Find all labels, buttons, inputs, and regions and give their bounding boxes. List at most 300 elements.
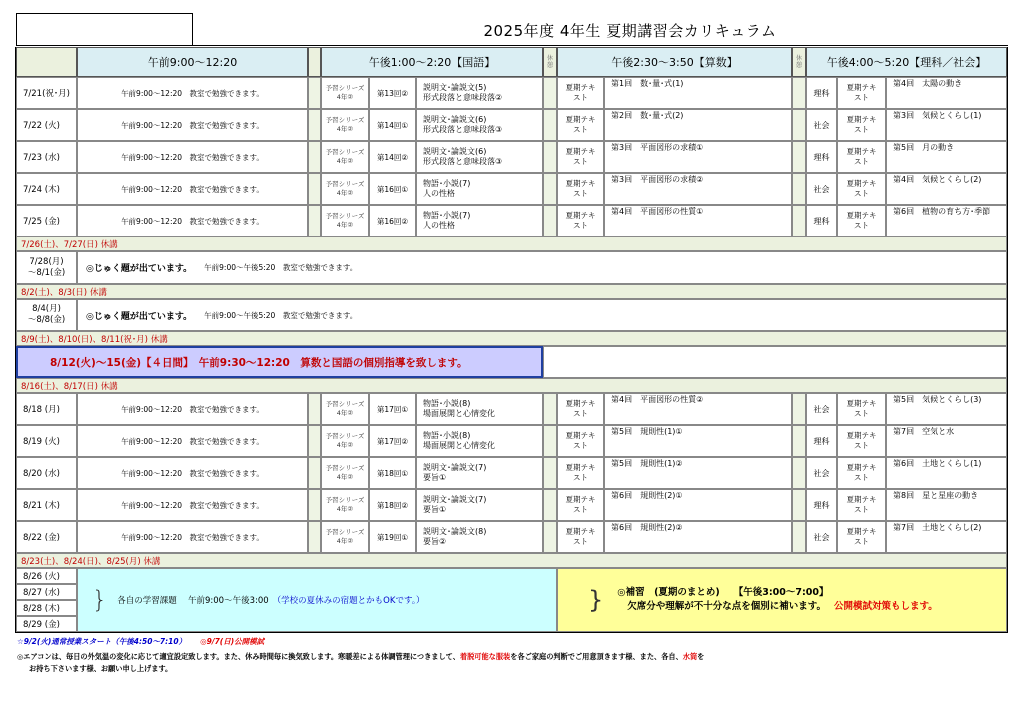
topic-text: 土地とくらし(2) [922,523,982,532]
lesson-number: 第4回 [893,175,915,184]
break-cell [792,173,806,205]
jp-topic [416,109,543,141]
math-text [557,77,604,109]
text-label: 夏期テキスト [846,83,877,102]
period-date: 7/28(月) ～8/1(金) [16,251,77,284]
topic-text: 平面図形の性質② [640,395,704,404]
topic-line: 説明文･論説文(5) [423,83,487,92]
math-topic [604,489,792,521]
am-text: 午前9:00～12:20 教室で勉強できます。 [121,120,264,130]
series-cell [321,457,369,489]
subject-text: 理科 [813,88,830,98]
am-text: 午前9:00～12:20 教室で勉強できます。 [121,436,264,446]
text-label: 夏期テキスト [565,399,596,418]
text-label: 夏期テキスト [846,115,877,134]
topic-line: 人の性格 [423,221,455,230]
lesson-number: 第7回 [893,427,915,436]
series-grade: 4年② [336,473,354,481]
am-text: 午前9:00～12:20 教室で勉強できます。 [121,500,264,510]
topic-line: 要旨② [423,537,447,546]
break-cell [543,521,557,553]
special-session-banner: 8/12(火)～15(金)【４日間】 午前9:30～12:20 算数と国語の個別指導を致します。 [16,346,543,378]
date-text: 8/21 (木) [23,501,60,511]
topic-text: 太陽の動き [922,79,963,88]
break-cell [543,393,557,425]
topic-text: 規則性(1)① [640,427,683,436]
subject-text: 社会 [813,184,830,194]
jp-topic [416,425,543,457]
date-text: 7/21(祝･月) [23,89,70,99]
break-cell [792,109,806,141]
topic-line: 説明文･論説文(8) [423,527,487,536]
sci-text [837,489,886,521]
break-cell [543,205,557,237]
series-label: 予習シリーズ [325,84,365,92]
break-cell [543,173,557,205]
topic-text: 月の動き [922,143,955,152]
math-text [557,173,604,205]
am-text: 午前9:00～12:20 教室で勉強できます。 [121,88,264,98]
lesson-number: 第5回 [611,427,633,436]
math-text [557,205,604,237]
gap-cell [308,425,321,457]
gap-cell [308,173,321,205]
topic-line: 形式段落と意味段落② [423,93,503,102]
text-label: 夏期テキスト [565,527,596,546]
break-cell [792,205,806,237]
page-title: 2025年度 4年生 夏期講習会カリキュラム [483,22,777,40]
header-pm1: 午後1:00～2:20【国語】 [321,47,543,77]
jp-lesson [369,109,416,141]
series-grade: 4年② [336,125,354,133]
subject-text: 理科 [813,216,830,226]
topic-line: 説明文･論説文(6) [423,147,487,156]
am-slot [77,521,308,553]
am-text: 午前9:00～12:20 教室で勉強できます。 [121,532,264,542]
series-label: 予習シリーズ [325,528,365,536]
math-topic [604,141,792,173]
am-text: 午前9:00～12:20 教室で勉強できます。 [121,404,264,414]
topic-line: 人の性格 [423,189,455,198]
text-label: 夏期テキスト [846,495,877,514]
jp-lesson [369,173,416,205]
jp-lesson [369,141,416,173]
gap-cell [308,77,321,109]
series-cell [321,173,369,205]
subject-text: 理科 [813,500,830,510]
math-topic [604,173,792,205]
math-text [557,489,604,521]
row-date [16,173,77,205]
date-text: 8/20 (水) [23,469,60,479]
topic-text: 規則性(1)② [640,459,683,468]
lesson-number: 第6回 [893,207,915,216]
text-label: 夏期テキスト [565,463,596,482]
subject-text: 社会 [813,532,830,542]
self-study-block: } 各自の学習課題 午前9:00～午後3:00 （学校の夏休みの宿題とかもOKです。） [77,568,557,632]
subject-text: 社会 [813,120,830,130]
jp-topic [416,205,543,237]
break-band: 8/16(土)、8/17(日) 休講 [16,378,1007,393]
sci-topic [886,205,1007,237]
subject-text: 社会 [813,468,830,478]
header-pm3: 午後4:00～5:20【理科／社会】 [806,47,1007,77]
sci-topic [886,425,1007,457]
break-band: 8/2(土)、8/3(日) 休講 [16,284,1007,299]
jp-lesson [369,521,416,553]
period-note: ◎じゅく題が出ています。 午前9:00～午後5:20 教室で勉強できます。 [77,251,1007,284]
final-date: 8/28 (木) [16,600,77,616]
row-date [16,77,77,109]
row-date [16,109,77,141]
name-box [16,13,193,46]
title-underline [193,45,1008,46]
break-cell [792,521,806,553]
subject-cell [806,173,837,205]
topic-text: 星と星座の動き [922,491,979,500]
lesson-number: 第17回① [376,404,409,414]
subject-cell [806,425,837,457]
break-cell [543,457,557,489]
date-text: 8/22 (金) [23,533,60,543]
series-cell [321,393,369,425]
topic-text: 平面図形の求積① [640,143,704,152]
am-slot [77,205,308,237]
math-text [557,109,604,141]
series-grade: 4年② [336,93,354,101]
jp-topic [416,173,543,205]
header-am: 午前9:00～12:20 [77,47,308,77]
series-label: 予習シリーズ [325,432,365,440]
series-label: 予習シリーズ [325,464,365,472]
text-label: 夏期テキスト [565,83,596,102]
row-date [16,489,77,521]
lesson-number: 第6回 [611,523,633,532]
jp-topic [416,393,543,425]
break-band: 8/9(土)、8/10(日)、8/11(祝･月) 休講 [16,331,1007,346]
text-label: 夏期テキスト [846,527,877,546]
series-grade: 4年② [336,537,354,545]
break-cell [792,393,806,425]
series-grade: 4年② [336,441,354,449]
sci-topic [886,393,1007,425]
lesson-number: 第4回 [893,79,915,88]
jp-topic [416,457,543,489]
lesson-number: 第14回② [376,152,409,162]
jp-lesson [369,425,416,457]
sci-topic [886,521,1007,553]
jp-topic [416,141,543,173]
lesson-number: 第17回② [376,436,409,446]
final-date: 8/27 (水) [16,584,77,600]
am-slot [77,457,308,489]
text-label: 夏期テキスト [846,431,877,450]
topic-line: 説明文･論説文(7) [423,463,487,472]
am-text: 午前9:00～12:20 教室で勉強できます。 [121,152,264,162]
row-date [16,205,77,237]
gap-cell [308,141,321,173]
header-date-cell [16,47,77,77]
topic-text: 気候とくらし(1) [922,111,982,120]
lesson-number: 第16回① [376,184,409,194]
topic-text: 規則性(2)② [640,523,683,532]
topic-text: 土地とくらし(1) [922,459,982,468]
lesson-number: 第5回 [893,143,915,152]
math-text [557,425,604,457]
topic-line: 説明文･論説文(7) [423,495,487,504]
text-label: 夏期テキスト [846,147,877,166]
series-cell [321,489,369,521]
text-label: 夏期テキスト [846,463,877,482]
topic-line: 要旨① [423,473,447,482]
lesson-number: 第5回 [893,395,915,404]
text-label: 夏期テキスト [565,431,596,450]
series-cell [321,109,369,141]
lesson-number: 第5回 [611,459,633,468]
sci-text [837,205,886,237]
subject-cell [806,77,837,109]
sci-topic [886,457,1007,489]
text-label: 夏期テキスト [565,115,596,134]
lesson-number: 第13回② [376,88,409,98]
topic-line: 形式段落と意味段落③ [423,125,503,134]
topic-text: 気候とくらし(3) [922,395,982,404]
lesson-number: 第16回② [376,216,409,226]
am-slot [77,109,308,141]
lesson-number: 第19回① [376,532,409,542]
text-label: 夏期テキスト [846,179,877,198]
subject-cell [806,393,837,425]
topic-line: 物語･小説(8) [423,431,471,440]
header-break1: 休 憩 [543,47,557,77]
break-cell [543,77,557,109]
jp-topic [416,521,543,553]
lesson-number: 第3回 [611,175,633,184]
topic-text: 平面図形の求積② [640,175,704,184]
break-band: 7/26(土)、7/27(日) 休講 [16,236,1007,251]
math-topic [604,77,792,109]
gap-cell [308,457,321,489]
jp-topic [416,489,543,521]
subject-text: 理科 [813,436,830,446]
topic-text: 植物の育ち方･季節 [922,207,991,216]
header-pm2: 午後2:30～3:50【算数】 [557,47,792,77]
break-cell [792,77,806,109]
date-text: 7/22 (火) [23,121,60,131]
jp-lesson [369,393,416,425]
series-label: 予習シリーズ [325,212,365,220]
footer-note-cont: お持ち下さいます様、お願い申し上げます。 [29,664,173,673]
am-slot [77,173,308,205]
supplementary-block: } ◎補習 (夏期のまとめ) 【午後3:00～7:00】 欠席分や理解が不十分な点を個別に補います。 公開模試対策もします。 [557,568,1007,632]
jp-lesson [369,457,416,489]
topic-line: 物語･小説(7) [423,211,471,220]
am-text: 午前9:00～12:20 教室で勉強できます。 [121,468,264,478]
lesson-number: 第1回 [611,79,633,88]
sci-text [837,173,886,205]
lesson-number: 第3回 [893,111,915,120]
text-label: 夏期テキスト [565,211,596,230]
lesson-number: 第7回 [893,523,915,532]
gap-cell [308,109,321,141]
series-cell [321,205,369,237]
subject-cell [806,521,837,553]
jp-lesson [369,77,416,109]
subject-cell [806,489,837,521]
am-slot [77,489,308,521]
topic-text: 数･量･式(1) [640,79,684,88]
jp-lesson [369,205,416,237]
row-date [16,425,77,457]
am-text: 午前9:00～12:20 教室で勉強できます。 [121,184,264,194]
math-text [557,457,604,489]
break-cell [543,141,557,173]
special-empty [543,346,1007,378]
text-label: 夏期テキスト [846,211,877,230]
date-text: 7/24 (木) [23,185,60,195]
lesson-number: 第4回 [611,207,633,216]
period-date: 8/4(月) ～8/8(金) [16,299,77,331]
series-label: 予習シリーズ [325,400,365,408]
lesson-number: 第8回 [893,491,915,500]
am-slot [77,77,308,109]
break-cell [792,141,806,173]
math-topic [604,393,792,425]
final-date: 8/29 (金) [16,616,77,632]
date-text: 8/19 (火) [23,437,60,447]
subject-cell [806,141,837,173]
series-label: 予習シリーズ [325,180,365,188]
series-label: 予習シリーズ [325,148,365,156]
am-text: 午前9:00～12:20 教室で勉強できます。 [121,216,264,226]
math-text [557,393,604,425]
sci-topic [886,109,1007,141]
brace-icon: } [92,586,108,614]
topic-line: 要旨① [423,505,447,514]
math-topic [604,205,792,237]
row-date [16,521,77,553]
brace-icon: } [588,586,604,614]
topic-line: 場面展開と心情変化 [423,441,495,450]
sci-text [837,109,886,141]
lesson-number: 第3回 [611,143,633,152]
topic-line: 場面展開と心情変化 [423,409,495,418]
am-slot [77,141,308,173]
gap-cell [308,205,321,237]
break-cell [792,489,806,521]
gap-cell [308,521,321,553]
footer-schedule: ☆9/2(火)通常授業スタート（午後4:50～7:10） ◎9/7(日)公開模試 [17,637,265,646]
series-cell [321,521,369,553]
date-text: 7/23 (水) [23,153,60,163]
sci-text [837,77,886,109]
subject-text: 理科 [813,152,830,162]
series-grade: 4年② [336,505,354,513]
topic-text: 規則性(2)① [640,491,683,500]
break-cell [543,109,557,141]
lesson-number: 第4回 [611,395,633,404]
subject-text: 社会 [813,404,830,414]
lesson-number: 第14回① [376,120,409,130]
math-text [557,521,604,553]
date-text: 8/18 (月) [23,405,60,415]
break-cell [543,425,557,457]
series-grade: 4年② [336,157,354,165]
row-date [16,141,77,173]
sci-topic [886,173,1007,205]
topic-line: 物語･小説(7) [423,179,471,188]
topic-line: 物語･小説(8) [423,399,471,408]
series-cell [321,425,369,457]
lesson-number: 第18回① [376,468,409,478]
text-label: 夏期テキスト [565,147,596,166]
sci-text [837,521,886,553]
date-text: 7/25 (金) [23,217,60,227]
text-label: 夏期テキスト [846,399,877,418]
sci-text [837,393,886,425]
sci-text [837,425,886,457]
footer-note: ◎エアコンは、毎日の外気温の変化に応じて適宜設定致します。また、休み時間毎に換気致します。寒暖差による体調管理につきまして、着脱可能な服装を各ご家庭の判断でご用意頂きます様、また、各自、水筒を [17,652,705,661]
text-label: 夏期テキスト [565,495,596,514]
break-cell [792,457,806,489]
topic-line: 形式段落と意味段落③ [423,157,503,166]
header-gap [308,47,321,77]
am-slot [77,425,308,457]
sci-topic [886,141,1007,173]
lesson-number: 第6回 [611,491,633,500]
topic-text: 平面図形の性質① [640,207,704,216]
row-date [16,393,77,425]
topic-text: 数･量･式(2) [640,111,684,120]
math-text [557,141,604,173]
series-grade: 4年② [336,221,354,229]
lesson-number: 第6回 [893,459,915,468]
row-date [16,457,77,489]
math-topic [604,425,792,457]
lesson-number: 第18回② [376,500,409,510]
subject-cell [806,457,837,489]
math-topic [604,109,792,141]
gap-cell [308,393,321,425]
sci-text [837,141,886,173]
header-break2: 休 憩 [792,47,806,77]
jp-lesson [369,489,416,521]
text-label: 夏期テキスト [565,179,596,198]
lesson-number: 第2回 [611,111,633,120]
math-topic [604,457,792,489]
math-topic [604,521,792,553]
gap-cell [308,489,321,521]
sci-topic [886,77,1007,109]
subject-cell [806,205,837,237]
topic-text: 空気と水 [922,427,955,436]
series-label: 予習シリーズ [325,116,365,124]
series-grade: 4年② [336,409,354,417]
final-date: 8/26 (火) [16,568,77,584]
period-note: ◎じゅく題が出ています。 午前9:00～午後5:20 教室で勉強できます。 [77,299,1007,331]
series-cell [321,77,369,109]
break-cell [543,489,557,521]
series-label: 予習シリーズ [325,496,365,504]
sci-topic [886,489,1007,521]
am-slot [77,393,308,425]
break-band: 8/23(土)、8/24(日)、8/25(月) 休講 [16,553,1007,568]
break-cell [792,425,806,457]
jp-topic [416,77,543,109]
series-grade: 4年② [336,189,354,197]
series-cell [321,141,369,173]
topic-text: 気候とくらし(2) [922,175,982,184]
